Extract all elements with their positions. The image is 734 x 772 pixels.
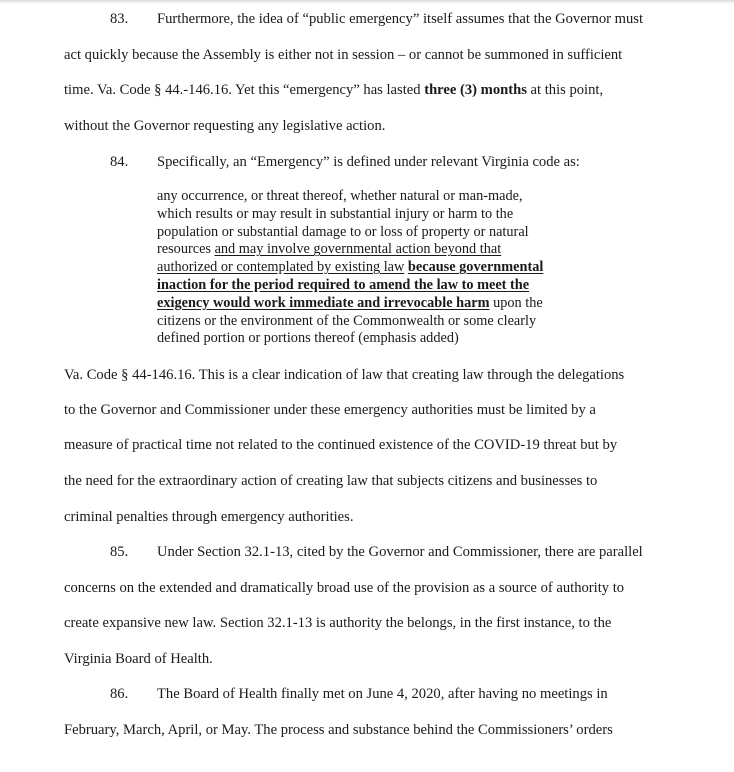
paragraph-84-after-3: measure of practical time not related to the continued existence of the COVID-19 threat but by (64, 437, 618, 453)
bold-underlined-emphasis: inaction for the period required to amend the law to meet the (157, 276, 530, 293)
paragraph-text: The Board of Health finally met on June 4, 2020, after having no meetings in (157, 686, 608, 702)
quote-line: resources and may involve governmental action beyond that (157, 241, 502, 258)
quote-line: any occurrence, or threat thereof, whether natural or man-made, (157, 188, 523, 204)
paragraph-number: 85. (110, 544, 129, 560)
paragraph-86-line-2: February, March, April, or May. The process and substance behind the Commissioners’ orders (64, 722, 613, 738)
bold-underlined-emphasis: exigency would work immediate and irrevocable harm (157, 294, 490, 311)
quote-line (157, 259, 575, 277)
quote-line (157, 277, 575, 295)
quote-line: defined portion or portions thereof (emphasis added) (157, 330, 459, 347)
paragraph-text: Furthermore, the idea of “public emergency” itself assumes that the Governor must (157, 11, 644, 27)
paragraph-83-line-4: without the Governor requesting any legislative action. (64, 118, 386, 134)
paragraph-83-line-2: act quickly because the Assembly is either not in session – or cannot be summoned in sufficient (64, 47, 623, 63)
bold-underlined-emphasis: because governmental (407, 259, 544, 276)
paragraph-text: at this point, (526, 82, 604, 98)
page-top-shadow (0, 0, 734, 4)
paragraph-number: 84. (110, 154, 129, 170)
quote-line: which results or may result in substantial injury or harm to the (157, 205, 514, 222)
paragraph-85-line-3: create expansive new law. Section 32.1-13 is authority the belongs, in the first instance, to the (64, 615, 612, 631)
quote-line: citizens or the environment of the Commonwealth or some clearly (157, 312, 537, 329)
paragraph-84-line-1 (110, 153, 580, 171)
paragraph-84-after-4: the need for the extraordinary action of creating law that subjects citizens and businesses to (64, 473, 598, 489)
paragraph-text: Specifically, an “Emergency” is defined under relevant Virginia code as: (157, 154, 580, 170)
underlined-emphasis: authorized or contemplated by existing law (157, 259, 405, 276)
paragraph-84-after-1: Va. Code § 44-146.16. This is a clear indication of law that creating law through the delegations (64, 367, 625, 383)
paragraph-86-line-1 (110, 685, 608, 703)
paragraph-84-after-2: to the Governor and Commissioner under these emergency authorities must be limited by a (64, 402, 596, 418)
bold-emphasis: three (3) months (424, 82, 527, 98)
paragraph-84-after-5: criminal penalties through emergency authorities. (64, 509, 354, 525)
paragraph-number: 86. (110, 686, 129, 702)
paragraph-85-line-4: Virginia Board of Health. (64, 651, 213, 667)
block-quote (157, 188, 575, 348)
paragraph-text: Under Section 32.1-13, cited by the Governor and Commissioner, there are parallel (157, 544, 643, 560)
paragraph-text: time. Va. Code § 44.-146.16. Yet this “emergency” has lasted (64, 82, 425, 98)
quote-line: population or substantial damage to or loss of property or natural (157, 223, 529, 240)
quote-line: exigency would work immediate and irrevocable harm upon the (157, 294, 543, 311)
paragraph-85-line-1 (110, 543, 643, 561)
paragraph-85-line-2: concerns on the extended and dramatically broad use of the provision as a source of authority to (64, 580, 625, 596)
paragraph-83-line-1 (110, 10, 643, 28)
underlined-emphasis: and may involve governmental action beyond that (214, 241, 502, 258)
paragraph-number: 83. (110, 11, 129, 27)
paragraph-83-line-3 (64, 81, 603, 99)
